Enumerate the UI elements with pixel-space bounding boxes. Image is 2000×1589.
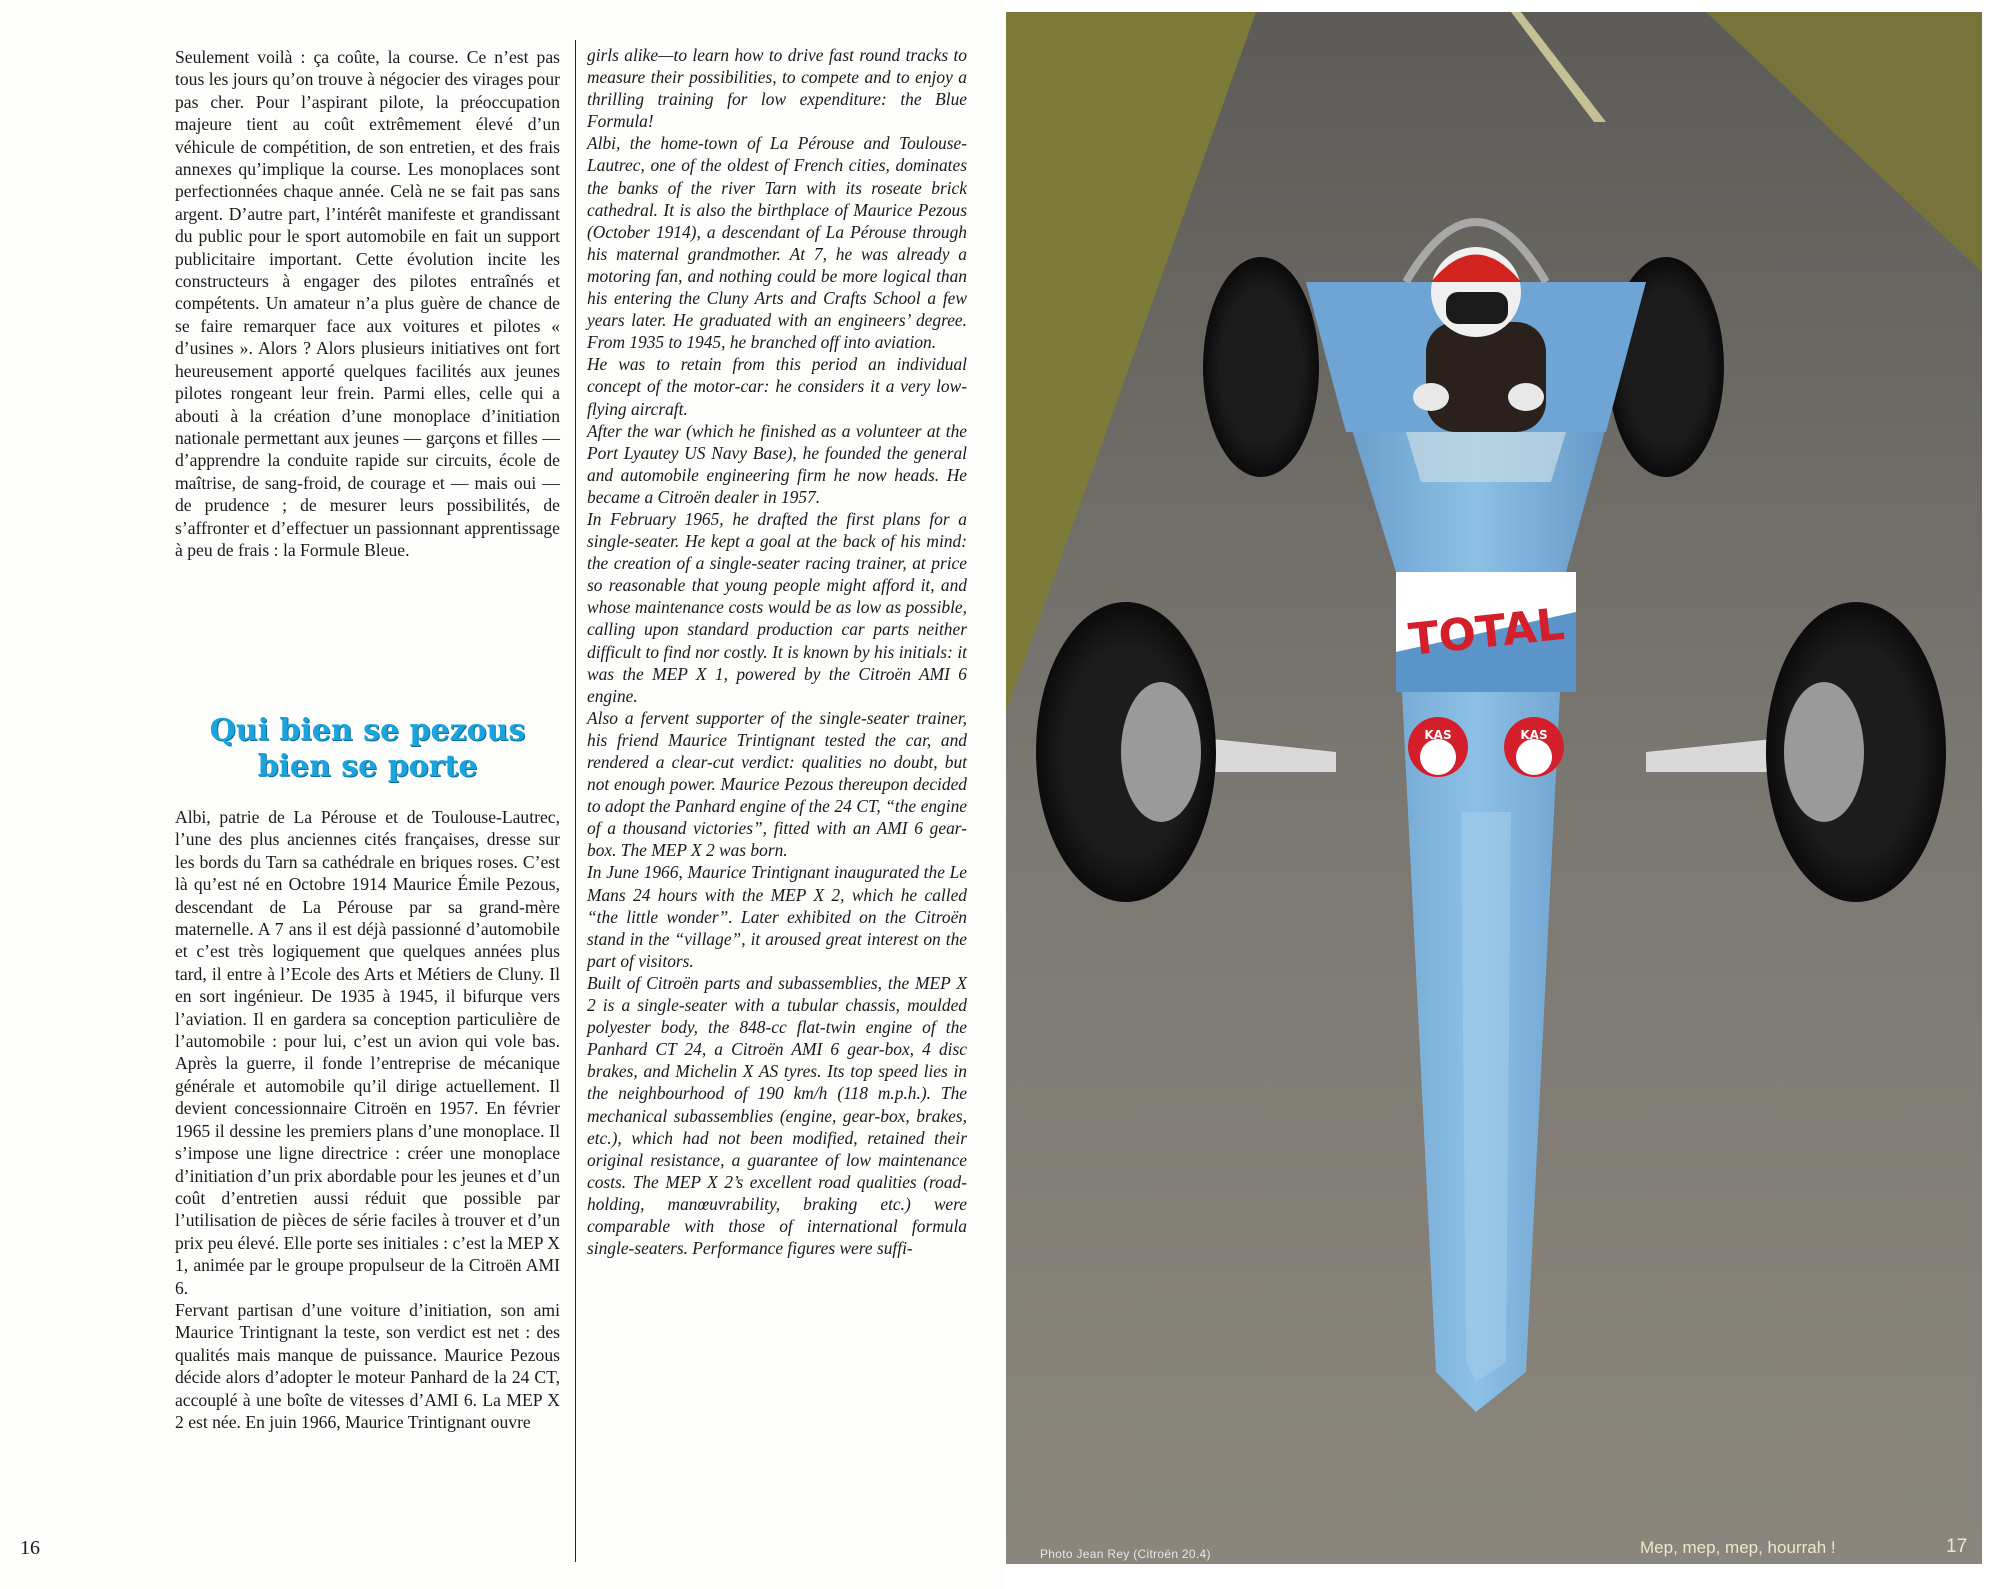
- french-main-column: [175, 806, 560, 1433]
- english-paragraph: In February 1965, he drafted the first plans for a single-seater. He kept a goal at the back of his mind: the creation of a single-seater racing trainer, at price so reasonable that young people might afford it, and whose maintenance costs would be as low as possible, calling upon standard production car parts neither difficult to find nor costly. It is known by his initials: it was the MEP X 1, powered by the Citroën AMI 6 engine.: [587, 508, 967, 706]
- page-number-left: 16: [20, 1537, 40, 1559]
- french-intro-paragraph: Seulement voilà : ça coûte, la course. Ce n’est pas tous les jours qu’on trouve à négocier des virages pour pas cher. Pour l’aspirant pilote, la préoccupation majeure tient au coût extrêmement élevé d’un véhicule de compétition, de son entretien, et des frais annexes qu’implique la course. Les monoplaces sont perfectionnées chaque année. Celà ne se fait pas sans argent. D’autre part, l’intérêt manifeste et grandissant du public pour le sport automobile en fait un support publicitaire important. Cette évolution incite les constructeurs à engager des pilotes entraînés et compétents. Un amateur n’a plus guère de chance de se faire remarquer face aux voitures et pilotes « d’usines ». Alors ? Alors plusieurs initiatives ont fort heureusement apporté quelques facilités aux jeunes pilotes rongeant leur frein. Parmi elles, celle qui a abouti à la création d’une monoplace d’initiation nationale permettant aux jeunes — garçons et filles — d’apprendre la conduite rapide sur circuits, école de maîtrise, de sang-froid, de courage et — mais oui — de prudence ; de mesurer leurs possibilités, de s’affronter et d’effectuer un passionnant apprentissage à peu de frais : la Formule Bleue.: [175, 47, 560, 560]
- english-paragraph: In June 1966, Maurice Trintignant inaugurated the Le Mans 24 hours with the MEP X 2, which he called “the little wonder”. Later exhibited on the Citroën stand in the “village”, it aroused great interest on the part of visitors.: [587, 862, 967, 971]
- heading-line-1: Qui bien se pezous: [209, 713, 526, 748]
- svg-text:KAS: KAS: [1424, 728, 1452, 742]
- english-column: [587, 44, 967, 1259]
- photo-caption: Mep, mep, mep, hourrah !: [1640, 1538, 1836, 1557]
- rear-left-wheel: [1203, 257, 1319, 477]
- photo-credit: Photo Jean Rey (Citroën 20.4): [1040, 1547, 1211, 1561]
- svg-text:KAS: KAS: [1520, 728, 1548, 742]
- english-paragraph: Built of Citroën parts and subassemblies, the MEP X 2 is a single-seater with a tubular chassis, moulded polyester body, the 848-cc flat-twin engine of the Panhard CT 24, a Citroën AMI 6 gear-box, 4 disc brakes, and Michelin X AS tyres. Its top speed lies in the neighbourhood of 190 km/h (118 m.p.h.). The mechanical subassemblies (engine, gear-box, brakes, etc.), which had not been modified, retained their original resistance, a guarantee of low maintenance costs. The MEP X 2’s excellent road qualities (road-holding, manœuvrability, braking etc.) were comparable with those of international formula single-seaters. Performance figures were suffi-: [587, 972, 967, 1259]
- english-paragraph: After the war (which he finished as a volunteer at the Port Lyautey US Navy Base), he founded the general and automobile engineering firm he now heads. He became a Citroën dealer in 1957.: [587, 420, 967, 507]
- section-heading: [175, 713, 560, 785]
- english-paragraph: girls alike—to learn how to drive fast round tracks to measure their possibilities, to compete and to enjoy a thrilling training for low expenditure: the Blue Formula!: [587, 45, 967, 132]
- heading-line-2: bien se porte: [257, 749, 478, 784]
- driver-torso: [1426, 322, 1546, 432]
- french-paragraph: Fervant partisan d’une voiture d’initiation, son ami Maurice Trintignant la teste, son verdict est net : des qualités mais manque de puissance. Maurice Pezous décide alors d’adopter le moteur Panhard de la 24 CT, accouplé à une boîte de vitesses d’AMI 6. La MEP X 2 est née. En juin 1966, Maurice Trintignant ouvre: [175, 1299, 560, 1432]
- race-car-photo: [1006, 12, 1982, 1564]
- french-paragraph: Albi, patrie de La Pérouse et de Toulouse-Lautrec, l’une des plus anciennes cités françaises, dresse sur les bords du Tarn sa cathédrale en briques roses. C’est là qu’est né en Octobre 1914 Maurice Émile Pezous, descendant de La Pérouse par sa grand-mère maternelle. A 7 ans il est déjà passionné d’automobile et c’est très logiquement que quelques années plus tard, il entre à l’Ecole des Arts et Métiers de Cluny. Il en sort ingénieur. De 1935 à 1945, il bifurque vers l’aviation. Il en gardera sa conception particulière de l’automobile : pour lui, c’est un avion qui vole bas. Après la guerre, il fonde l’entreprise de mécanique générale et automobile qu’il dirige actuellement. Il devient concessionnaire Citroën en 1957. En février 1965 il dessine les premiers plans d’une monoplace. Il s’impose une ligne directrice : créer une monoplace d’initiation d’un prix abordable pour les jeunes et d’un coût d’entretien aussi réduit que possible par l’utilisation de pièces de série faciles à trouver et d’un prix peu élevé. Elle porte ses initiales : c’est la MEP X 1, animée par le groupe propulseur de la Citroën AMI 6.: [175, 807, 561, 1298]
- kas-sticker-right: [1504, 717, 1564, 777]
- total-logo: [1396, 572, 1576, 692]
- english-paragraph: He was to retain from this period an individual concept of the motor-car: he considers it a very low-flying aircraft.: [587, 354, 967, 419]
- kas-sticker-left: [1408, 717, 1468, 777]
- total-logo-text: TOTAL: [1406, 598, 1567, 666]
- english-paragraph: Also a fervent supporter of the single-seater trainer, his friend Maurice Trintignant tested the car, and rendered a clear-cut verdict: qualities no doubt, but not enough power. Maurice Pezous thereupon decided to adopt the Panhard engine of the 24 CT, “the engine of a thousand victories”, fitted with an AMI 6 gear-box. The MEP X 2 was born.: [587, 707, 967, 861]
- french-intro-column: [175, 46, 560, 561]
- page-number-right: 17: [1946, 1536, 1968, 1557]
- column-divider: [575, 40, 576, 1562]
- english-paragraph: Albi, the home-town of La Pérouse and Toulouse-Lautrec, one of the oldest of French cities, dominates the banks of the river Tarn with its roseate brick cathedral. It is also the birthplace of Maurice Pezous (October 1914), a descendant of La Pérouse through his maternal grandmother. At 7, he was already a motoring fan, and nothing could be more logical than his entering the Cluny Arts and Crafts School a few years later. He graduated with an engineers’ degree. From 1935 to 1945, he branched off into aviation.: [587, 133, 967, 353]
- race-car-illustration: [1006, 12, 1982, 1564]
